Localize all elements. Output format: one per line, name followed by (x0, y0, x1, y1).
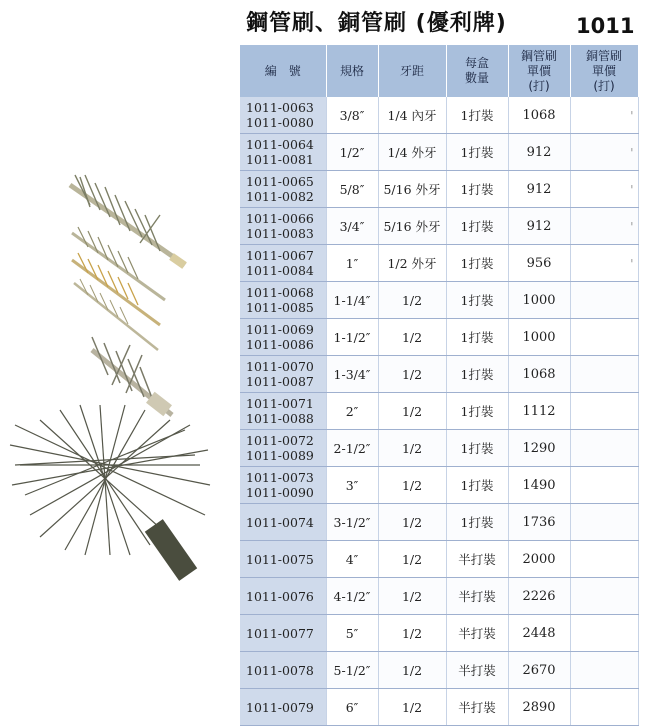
cell-copper-price: ' (570, 134, 638, 171)
cell-thread: 1/4 外牙 (378, 134, 446, 171)
cell-thread: 1/4 內牙 (378, 97, 446, 134)
header-qty: 每盒 數量 (446, 45, 508, 97)
cell-qty: 1打裝 (446, 171, 508, 208)
cell-thread: 1/2 (378, 578, 446, 615)
small-brush-2 (72, 227, 165, 300)
cell-steel-price: 2670 (508, 652, 570, 689)
cell-qty: 1打裝 (446, 134, 508, 171)
cell-copper-price (570, 430, 638, 467)
cell-qty: 1打裝 (446, 97, 508, 134)
table-row (240, 282, 638, 319)
cell-steel-price: 956 (508, 245, 570, 282)
header-thread: 牙距 (378, 45, 446, 97)
cell-copper-price (570, 467, 638, 504)
header-code: 編 號 (240, 45, 326, 97)
cell-thread: 1/2 (378, 652, 446, 689)
cell-size: 4-1/2″ (326, 578, 378, 615)
table-row (240, 578, 638, 615)
cell-size: 5″ (326, 615, 378, 652)
cell-code: 1011-0071 1011-0088 (240, 393, 326, 430)
cell-qty: 1打裝 (446, 393, 508, 430)
cell-size: 1/2″ (326, 134, 378, 171)
cell-code: 1011-0070 1011-0087 (240, 356, 326, 393)
header-copper-price: 銅管刷 單價 (打) (570, 45, 638, 97)
cell-code: 1011-0074 (240, 504, 326, 541)
cell-code: 1011-0063 1011-0080 (240, 97, 326, 134)
table-row (240, 541, 638, 578)
cell-qty: 半打裝 (446, 689, 508, 726)
cell-code: 1011-0064 1011-0081 (240, 134, 326, 171)
table-row (240, 356, 638, 393)
cell-thread: 1/2 (378, 504, 446, 541)
cell-copper-price: ' (570, 245, 638, 282)
catalog-code: 1011 (576, 14, 635, 38)
cell-copper-price (570, 652, 638, 689)
cell-steel-price: 1736 (508, 504, 570, 541)
cell-qty: 1打裝 (446, 467, 508, 504)
small-brush-1 (70, 175, 187, 269)
cell-steel-price: 912 (508, 208, 570, 245)
cell-thread: 1/2 (378, 430, 446, 467)
table-row (240, 134, 638, 171)
cell-steel-price: 2226 (508, 578, 570, 615)
cell-steel-price: 1112 (508, 393, 570, 430)
cell-size: 6″ (326, 689, 378, 726)
cell-size: 1″ (326, 245, 378, 282)
cell-qty: 1打裝 (446, 504, 508, 541)
cell-code: 1011-0077 (240, 615, 326, 652)
cell-thread: 1/2 外牙 (378, 245, 446, 282)
table-header-row (240, 45, 638, 97)
cell-qty: 1打裝 (446, 356, 508, 393)
cell-code: 1011-0069 1011-0086 (240, 319, 326, 356)
cell-steel-price: 2000 (508, 541, 570, 578)
cell-size: 3″ (326, 467, 378, 504)
cell-code: 1011-0067 1011-0084 (240, 245, 326, 282)
cell-thread: 1/2 (378, 393, 446, 430)
cell-code: 1011-0068 1011-0085 (240, 282, 326, 319)
cell-size: 5-1/2″ (326, 652, 378, 689)
cell-code: 1011-0065 1011-0082 (240, 171, 326, 208)
cell-thread: 1/2 (378, 541, 446, 578)
cell-steel-price: 1068 (508, 97, 570, 134)
cell-copper-price (570, 356, 638, 393)
cell-size: 5/8″ (326, 171, 378, 208)
table-row (240, 208, 638, 245)
cell-steel-price: 1000 (508, 319, 570, 356)
large-brush (10, 405, 210, 581)
cell-qty: 1打裝 (446, 208, 508, 245)
cell-copper-price (570, 541, 638, 578)
cell-qty: 1打裝 (446, 319, 508, 356)
cell-size: 4″ (326, 541, 378, 578)
cell-copper-price (570, 393, 638, 430)
cell-thread: 1/2 (378, 615, 446, 652)
cell-steel-price: 2448 (508, 615, 570, 652)
table-row (240, 171, 638, 208)
table-row (240, 652, 638, 689)
cell-copper-price (570, 319, 638, 356)
cell-qty: 半打裝 (446, 652, 508, 689)
cell-qty: 半打裝 (446, 615, 508, 652)
cell-qty: 1打裝 (446, 430, 508, 467)
cell-thread: 1/2 (378, 689, 446, 726)
cell-steel-price: 1068 (508, 356, 570, 393)
cell-qty: 半打裝 (446, 541, 508, 578)
table-row (240, 245, 638, 282)
price-table (240, 45, 639, 726)
cell-copper-price (570, 615, 638, 652)
cell-copper-price: ' (570, 97, 638, 134)
cell-size: 2-1/2″ (326, 430, 378, 467)
cell-code: 1011-0066 1011-0083 (240, 208, 326, 245)
page-title: 鋼管刷、銅管刷 (優利牌) (246, 11, 507, 36)
medium-brush (92, 337, 172, 416)
table-row (240, 430, 638, 467)
cell-thread: 1/2 (378, 319, 446, 356)
cell-code: 1011-0072 1011-0089 (240, 430, 326, 467)
brush-product-photo (0, 165, 238, 615)
cell-steel-price: 1290 (508, 430, 570, 467)
cell-steel-price: 912 (508, 171, 570, 208)
cell-thread: 5/16 外牙 (378, 171, 446, 208)
cell-thread: 1/2 (378, 282, 446, 319)
cell-code: 1011-0079 (240, 689, 326, 726)
table-row (240, 615, 638, 652)
table-row (240, 319, 638, 356)
table-row (240, 467, 638, 504)
cell-steel-price: 1000 (508, 282, 570, 319)
cell-steel-price: 1490 (508, 467, 570, 504)
cell-size: 1-1/2″ (326, 319, 378, 356)
table-row (240, 504, 638, 541)
cell-thread: 1/2 (378, 356, 446, 393)
cell-qty: 1打裝 (446, 245, 508, 282)
cell-copper-price: ' (570, 171, 638, 208)
cell-size: 1-1/4″ (326, 282, 378, 319)
cell-copper-price (570, 578, 638, 615)
cell-size: 1-3/4″ (326, 356, 378, 393)
table-row (240, 97, 638, 134)
cell-thread: 5/16 外牙 (378, 208, 446, 245)
cell-qty: 半打裝 (446, 578, 508, 615)
cell-code: 1011-0075 (240, 541, 326, 578)
cell-copper-price: ' (570, 208, 638, 245)
cell-size: 3/8″ (326, 97, 378, 134)
cell-thread: 1/2 (378, 467, 446, 504)
cell-size: 3/4″ (326, 208, 378, 245)
cell-copper-price (570, 689, 638, 726)
cell-steel-price: 2890 (508, 689, 570, 726)
cell-qty: 1打裝 (446, 282, 508, 319)
cell-code: 1011-0078 (240, 652, 326, 689)
header-size: 規格 (326, 45, 378, 97)
cell-copper-price (570, 504, 638, 541)
table-row (240, 689, 638, 726)
cell-steel-price: 912 (508, 134, 570, 171)
cell-copper-price (570, 282, 638, 319)
header-steel-price: 鋼管刷 單價 (打) (508, 45, 570, 97)
cell-code: 1011-0076 (240, 578, 326, 615)
cell-size: 2″ (326, 393, 378, 430)
table-row (240, 393, 638, 430)
cell-code: 1011-0073 1011-0090 (240, 467, 326, 504)
cell-size: 3-1/2″ (326, 504, 378, 541)
